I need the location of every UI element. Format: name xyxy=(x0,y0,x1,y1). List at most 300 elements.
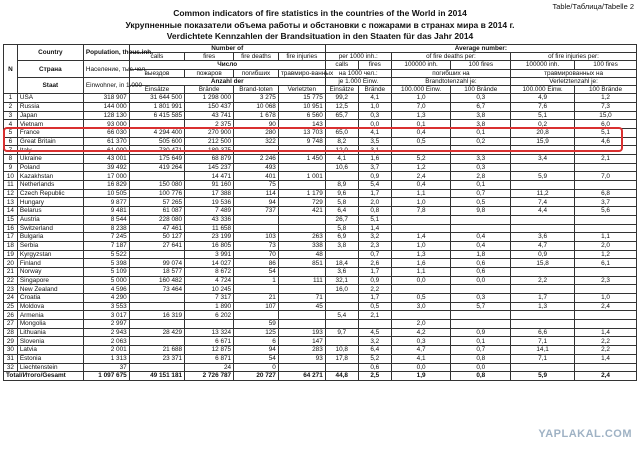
header-sub-100000-en-2: 100000 inh. xyxy=(511,61,575,69)
cell-ip100k: 7,6 xyxy=(511,102,575,111)
cell-dp100k xyxy=(391,224,451,233)
cell-fires: 19 536 xyxy=(185,198,234,207)
cell-injuries: 71 xyxy=(278,294,325,303)
cell-country: Kazakhstan xyxy=(17,172,83,181)
cell-fpk: 0,5 xyxy=(358,302,391,311)
cell-fpk: 6,4 xyxy=(358,346,391,355)
table-row xyxy=(4,311,637,320)
total-calls: 49 151 181 xyxy=(129,372,184,381)
cell-n: 24 xyxy=(4,294,18,303)
cell-deaths: 94 xyxy=(234,198,279,207)
cell-n: 30 xyxy=(4,346,18,355)
cell-deaths: 90 xyxy=(234,120,279,129)
cell-country: Czech Republic xyxy=(17,189,83,198)
cell-ip100f: 4,6 xyxy=(575,137,637,146)
cell-injuries: 851 xyxy=(278,259,325,268)
total-row xyxy=(4,372,637,381)
cell-calls: 31 644 500 xyxy=(129,94,184,103)
cell-calls: 28 429 xyxy=(129,328,184,337)
cell-ip100f xyxy=(575,320,637,329)
header-per1000-en: per 1000 inh.: xyxy=(325,53,391,61)
cell-calls: 4 294 400 xyxy=(129,128,184,137)
cell-fpk: 3,7 xyxy=(358,163,391,172)
cell-fpk: 1,7 xyxy=(358,294,391,303)
cell-deaths: 86 xyxy=(234,259,279,268)
table-row xyxy=(4,215,637,224)
cell-n: 9 xyxy=(4,163,18,172)
cell-country: Italy xyxy=(17,146,83,155)
table-row xyxy=(4,346,637,355)
cell-country: Belarus xyxy=(17,207,83,216)
cell-ip100k xyxy=(511,285,575,294)
cell-dp100k: 0,4 xyxy=(391,181,451,190)
cell-ip100f: 2,4 xyxy=(575,302,637,311)
cell-country: New Zealand xyxy=(17,285,83,294)
cell-fpk: 2,3 xyxy=(358,241,391,250)
cell-fires: 189 375 xyxy=(185,146,234,155)
cell-dp100k: 0,5 xyxy=(391,137,451,146)
cell-fpk: 2,1 xyxy=(358,311,391,320)
cell-deaths: 107 xyxy=(234,302,279,311)
header-injuries-per-ru: травмированных на xyxy=(511,69,637,77)
cell-ip100f: 5,6 xyxy=(575,207,637,216)
cell-ip100k: 7,1 xyxy=(511,337,575,346)
cell-injuries xyxy=(278,285,325,294)
cell-dp100k: 0,1 xyxy=(391,120,451,129)
cell-dp100f: 0,0 xyxy=(451,276,511,285)
header-deaths-per-ru: погибших на xyxy=(391,69,510,77)
cell-country: Kyrgyzstan xyxy=(17,250,83,259)
cell-dp100f xyxy=(451,215,511,224)
cell-cpk: 9,6 xyxy=(325,189,358,198)
cell-calls xyxy=(129,337,184,346)
header-deaths-de: Brand-toten xyxy=(234,86,279,94)
cell-pop: 128 130 xyxy=(83,111,129,120)
cell-dp100k: 1,1 xyxy=(391,267,451,276)
cell-calls: 100 776 xyxy=(129,189,184,198)
cell-fpk: 1,0 xyxy=(358,102,391,111)
cell-injuries: 193 xyxy=(278,328,325,337)
cell-fires: 1 890 xyxy=(185,302,234,311)
cell-cpk xyxy=(325,250,358,259)
cell-dp100f xyxy=(451,224,511,233)
header-sub-fires-de: Brände xyxy=(358,86,391,94)
cell-country: Poland xyxy=(17,163,83,172)
header-country-en: Country xyxy=(17,45,83,61)
cell-ip100k: 15,9 xyxy=(511,137,575,146)
cell-n: 15 xyxy=(4,215,18,224)
cell-calls xyxy=(129,320,184,329)
cell-pop: 5 000 xyxy=(83,276,129,285)
cell-fpk: 5,4 xyxy=(358,181,391,190)
cell-ip100k: 4,4 xyxy=(511,207,575,216)
table-row xyxy=(4,337,637,346)
cell-pop: 16 829 xyxy=(83,181,129,190)
cell-fpk: 1,7 xyxy=(358,189,391,198)
cell-pop: 318 907 xyxy=(83,94,129,103)
table-row xyxy=(4,276,637,285)
cell-ip100k: 7,1 xyxy=(511,354,575,363)
header-per1000-de: je 1.000 Einw. xyxy=(325,77,391,85)
cell-ip100k xyxy=(511,163,575,172)
table-row xyxy=(4,102,637,111)
cell-country: Russia xyxy=(17,102,83,111)
cell-country: France xyxy=(17,128,83,137)
cell-country: Moldova xyxy=(17,302,83,311)
cell-ip100f: 2,1 xyxy=(575,155,637,164)
cell-fpk: 1,7 xyxy=(358,267,391,276)
cell-dp100k: 1,0 xyxy=(391,241,451,250)
cell-ip100k: 1,3 xyxy=(511,302,575,311)
cell-cpk: 9,7 xyxy=(325,328,358,337)
cell-calls: 50 127 xyxy=(129,233,184,242)
cell-cpk: 3,8 xyxy=(325,241,358,250)
cell-n: 5 xyxy=(4,128,18,137)
cell-n: 8 xyxy=(4,155,18,164)
cell-country: Norway xyxy=(17,267,83,276)
cell-deaths: 125 xyxy=(234,328,279,337)
cell-dp100f: 0,6 xyxy=(451,259,511,268)
cell-calls: 16 319 xyxy=(129,311,184,320)
table-row xyxy=(4,267,637,276)
cell-dp100f: 0,7 xyxy=(451,346,511,355)
cell-fpk: 4,1 xyxy=(358,128,391,137)
cell-fires: 23 199 xyxy=(185,233,234,242)
cell-calls: 228 080 xyxy=(129,215,184,224)
cell-injuries xyxy=(278,267,325,276)
cell-ip100k xyxy=(511,267,575,276)
cell-ip100f: 7,3 xyxy=(575,102,637,111)
table-row xyxy=(4,111,637,120)
cell-dp100f: 1,8 xyxy=(451,250,511,259)
cell-injuries: 283 xyxy=(278,346,325,355)
cell-ip100f: 2,2 xyxy=(575,337,637,346)
cell-deaths: 493 xyxy=(234,163,279,172)
cell-country: Austria xyxy=(17,215,83,224)
cell-country: USA xyxy=(17,94,83,103)
cell-fires: 145 237 xyxy=(185,163,234,172)
cell-calls: 18 577 xyxy=(129,267,184,276)
cell-dp100f: 9,8 xyxy=(451,207,511,216)
cell-ip100f xyxy=(575,363,637,372)
cell-calls: 175 649 xyxy=(129,155,184,164)
cell-calls: 505 600 xyxy=(129,137,184,146)
cell-pop: 43 001 xyxy=(83,155,129,164)
cell-fpk: 1,6 xyxy=(358,155,391,164)
cell-calls: 419 264 xyxy=(129,163,184,172)
cell-calls: 1 801 991 xyxy=(129,102,184,111)
cell-injuries: 111 xyxy=(278,276,325,285)
cell-ip100f: 15,0 xyxy=(575,111,637,120)
cell-country: Vietnam xyxy=(17,120,83,129)
cell-injuries: 45 xyxy=(278,302,325,311)
total-ip100f: 2,4 xyxy=(575,372,637,381)
cell-cpk: 3,6 xyxy=(325,267,358,276)
header-sub-100fires-en: 100 fires xyxy=(451,61,511,69)
cell-deaths: 75 xyxy=(234,181,279,190)
cell-pop: 9 481 xyxy=(83,207,129,216)
cell-fires: 12 875 xyxy=(185,346,234,355)
cell-calls: 21 688 xyxy=(129,346,184,355)
cell-pop: 3 553 xyxy=(83,302,129,311)
cell-deaths xyxy=(234,215,279,224)
cell-calls: 23 371 xyxy=(129,354,184,363)
cell-ip100f: 1,4 xyxy=(575,328,637,337)
cell-n: 11 xyxy=(4,181,18,190)
table-row xyxy=(4,241,637,250)
cell-fpk: 3,1 xyxy=(358,146,391,155)
cell-country: Japan xyxy=(17,111,83,120)
table-row xyxy=(4,285,637,294)
header-population-ru: Население, тыс.чел. xyxy=(83,61,129,77)
cell-fpk: 5,1 xyxy=(358,215,391,224)
header-deaths-per-de: Brandtotenzahl je: xyxy=(391,77,510,85)
cell-dp100k: 0,3 xyxy=(391,337,451,346)
cell-fpk: 4,1 xyxy=(358,94,391,103)
cell-calls: 47 461 xyxy=(129,224,184,233)
cell-fpk: 0,9 xyxy=(358,276,391,285)
cell-n: 10 xyxy=(4,172,18,181)
cell-dp100f: 0,6 xyxy=(451,267,511,276)
cell-dp100k: 4,7 xyxy=(391,346,451,355)
cell-ip100f xyxy=(575,267,637,276)
table-row xyxy=(4,172,637,181)
header-injuries-per-en: of fire injuries per: xyxy=(511,53,637,61)
cell-n: 29 xyxy=(4,337,18,346)
cell-dp100k: 7,8 xyxy=(391,207,451,216)
cell-ip100f: 2,2 xyxy=(575,346,637,355)
cell-injuries xyxy=(278,181,325,190)
cell-fpk: 4,5 xyxy=(358,328,391,337)
cell-fires: 7 317 xyxy=(185,294,234,303)
cell-fires: 91 160 xyxy=(185,181,234,190)
cell-fpk: 3,2 xyxy=(358,337,391,346)
cell-fpk: 0,7 xyxy=(358,250,391,259)
cell-dp100k: 1,0 xyxy=(391,94,451,103)
table-row xyxy=(4,320,637,329)
total-pop: 1 097 675 xyxy=(83,372,129,381)
cell-pop: 66 030 xyxy=(83,128,129,137)
cell-ip100k: 7,4 xyxy=(511,198,575,207)
cell-dp100f: 0,4 xyxy=(451,241,511,250)
cell-fires: 2 375 xyxy=(185,120,234,129)
cell-dp100f: 0,5 xyxy=(451,198,511,207)
cell-fpk: 0,9 xyxy=(358,172,391,181)
header-injuries-per-de: Verletztenzahl je: xyxy=(511,77,637,85)
cell-deaths: 401 xyxy=(234,172,279,181)
cell-ip100f: 1,4 xyxy=(575,354,637,363)
cell-ip100k: 5,9 xyxy=(511,172,575,181)
cell-cpk: 5,4 xyxy=(325,311,358,320)
cell-cpk: 18,4 xyxy=(325,259,358,268)
cell-dp100f: 0,2 xyxy=(451,137,511,146)
cell-fires: 14 027 xyxy=(185,259,234,268)
cell-pop: 61 370 xyxy=(83,137,129,146)
cell-cpk: 26,7 xyxy=(325,215,358,224)
cell-country: Croatia xyxy=(17,294,83,303)
usa-russia-highlight-box xyxy=(3,127,623,152)
cell-n: 2 xyxy=(4,102,18,111)
cell-dp100k: 0,0 xyxy=(391,363,451,372)
table-row xyxy=(4,233,637,242)
cell-ip100k: 3,6 xyxy=(511,233,575,242)
cell-injuries xyxy=(278,163,325,172)
cell-dp100k: 0,5 xyxy=(391,294,451,303)
cell-cpk: 16,0 xyxy=(325,285,358,294)
total-dp100f: 0,8 xyxy=(451,372,511,381)
cell-calls: 160 482 xyxy=(129,276,184,285)
cell-deaths: 1 xyxy=(234,276,279,285)
cell-fires: 270 900 xyxy=(185,128,234,137)
cell-calls xyxy=(129,294,184,303)
cell-dp100f: 2,8 xyxy=(451,172,511,181)
cell-calls: 99 074 xyxy=(129,259,184,268)
cell-ip100f xyxy=(575,181,637,190)
cell-ip100f xyxy=(575,224,637,233)
cell-n: 31 xyxy=(4,354,18,363)
cell-n: 18 xyxy=(4,241,18,250)
cell-fpk: 0,0 xyxy=(358,120,391,129)
cell-country: Bulgaria xyxy=(17,233,83,242)
header-country-ru: Страна xyxy=(17,61,83,77)
table-row xyxy=(4,207,637,216)
header-injuries-ru: травмиро-ванных xyxy=(278,69,325,77)
cell-injuries: 1 001 xyxy=(278,172,325,181)
cell-country: Singapore xyxy=(17,276,83,285)
document-title xyxy=(0,8,640,43)
cell-calls xyxy=(129,302,184,311)
cell-country: Lithuania xyxy=(17,328,83,337)
cell-cpk: 32,1 xyxy=(325,276,358,285)
cell-calls: 27 641 xyxy=(129,241,184,250)
table-row xyxy=(4,181,637,190)
cell-dp100k: 1,3 xyxy=(391,250,451,259)
cell-calls: 73 464 xyxy=(129,285,184,294)
cell-pop: 9 877 xyxy=(83,198,129,207)
title-ru: Укрупненные показатели объема работы и обстановки с пожарами в странах мира в 2014 г. xyxy=(125,19,515,30)
title-en: Common indicators of fire statistics in the countries of the World in 2014 xyxy=(173,8,467,18)
cell-fires xyxy=(185,320,234,329)
cell-ip100k xyxy=(511,311,575,320)
cell-cpk: 6,9 xyxy=(325,233,358,242)
cell-ip100f: 2,3 xyxy=(575,276,637,285)
total-label: Total/Итого/Gesamt xyxy=(4,372,84,381)
table-row xyxy=(4,198,637,207)
table-row xyxy=(4,363,637,372)
cell-fpk: 0,6 xyxy=(358,363,391,372)
header-population-de: Einwohner, in 1.000 xyxy=(83,77,129,93)
watermark: YAPLAKAL.COM xyxy=(538,428,632,440)
cell-country: Mongolia xyxy=(17,320,83,329)
cell-ip100f: 1,0 xyxy=(575,294,637,303)
cell-pop: 7 187 xyxy=(83,241,129,250)
cell-pop: 3 017 xyxy=(83,311,129,320)
cell-pop: 5 109 xyxy=(83,267,129,276)
cell-ip100k: 14,1 xyxy=(511,346,575,355)
cell-injuries: 147 xyxy=(278,337,325,346)
header-injuries-en: fire injuries xyxy=(278,53,325,61)
header-sub-100000-en: 100000 inh. xyxy=(391,61,451,69)
cell-deaths: 2 246 xyxy=(234,155,279,164)
cell-ip100f: 6,0 xyxy=(575,120,637,129)
cell-deaths: 59 xyxy=(234,320,279,329)
cell-cpk: 10,8 xyxy=(325,346,358,355)
cell-dp100k: 1,0 xyxy=(391,198,451,207)
cell-dp100f: 0,3 xyxy=(451,163,511,172)
cell-deaths: 6 xyxy=(234,337,279,346)
header-deaths-ru: погибших xyxy=(234,69,279,77)
cell-fires: 16 805 xyxy=(185,241,234,250)
table-row xyxy=(4,294,637,303)
cell-n: 28 xyxy=(4,328,18,337)
cell-ip100f: 3,7 xyxy=(575,198,637,207)
cell-dp100k: 0,0 xyxy=(391,276,451,285)
cell-dp100k: 1,6 xyxy=(391,259,451,268)
cell-ip100f xyxy=(575,163,637,172)
header-sub-100000-de-2: 100.000 Einw. xyxy=(511,86,575,94)
total-deaths: 20 727 xyxy=(234,372,279,381)
cell-fires: 24 xyxy=(185,363,234,372)
cell-ip100k: 6,6 xyxy=(511,328,575,337)
cell-pop: 5 522 xyxy=(83,250,129,259)
cell-cpk: 8,2 xyxy=(325,137,358,146)
cell-dp100k: 1,2 xyxy=(391,163,451,172)
cell-injuries: 6 560 xyxy=(278,111,325,120)
cell-calls xyxy=(129,363,184,372)
header-sub-100fires-de: 100 Brände xyxy=(451,86,511,94)
cell-n: 17 xyxy=(4,233,18,242)
cell-pop: 4 290 xyxy=(83,294,129,303)
cell-fpk: 2,6 xyxy=(358,259,391,268)
cell-dp100f: 0,8 xyxy=(451,354,511,363)
cell-deaths: 54 xyxy=(234,267,279,276)
cell-pop: 39 492 xyxy=(83,163,129,172)
table-row xyxy=(4,302,637,311)
cell-injuries: 143 xyxy=(278,120,325,129)
header-population-en: Population, thous.inh. xyxy=(83,45,129,61)
header-sub-100fires-de-2: 100 Brände xyxy=(575,86,637,94)
cell-cpk: 4,1 xyxy=(325,155,358,164)
cell-dp100f: 0,9 xyxy=(451,328,511,337)
cell-dp100k: 0,4 xyxy=(391,128,451,137)
header-calls-de: Einsätze xyxy=(129,86,184,94)
cell-n: 4 xyxy=(4,120,18,129)
header-number-of-en: Number of xyxy=(129,45,325,53)
cell-injuries: 1 179 xyxy=(278,189,325,198)
header-fires-en: fires xyxy=(185,53,234,61)
total-fpk: 2,5 xyxy=(358,372,391,381)
cell-deaths: 322 xyxy=(234,137,279,146)
cell-fires: 17 388 xyxy=(185,189,234,198)
cell-n: 32 xyxy=(4,363,18,372)
cell-injuries: 93 xyxy=(278,354,325,363)
cell-dp100f: 0,7 xyxy=(451,189,511,198)
cell-cpk: 65,7 xyxy=(325,111,358,120)
cell-n: 23 xyxy=(4,285,18,294)
cell-fires: 10 245 xyxy=(185,285,234,294)
cell-deaths: 280 xyxy=(234,128,279,137)
cell-country: Netherlands xyxy=(17,181,83,190)
header-calls-ru: выездов xyxy=(129,69,184,77)
cell-deaths: 73 xyxy=(234,241,279,250)
cell-fires: 8 672 xyxy=(185,267,234,276)
cell-dp100k: 4,1 xyxy=(391,354,451,363)
cell-n: 19 xyxy=(4,250,18,259)
cell-cpk: 10,6 xyxy=(325,163,358,172)
cell-injuries: 338 xyxy=(278,241,325,250)
cell-injuries: 48 xyxy=(278,250,325,259)
cell-pop: 2 063 xyxy=(83,337,129,346)
